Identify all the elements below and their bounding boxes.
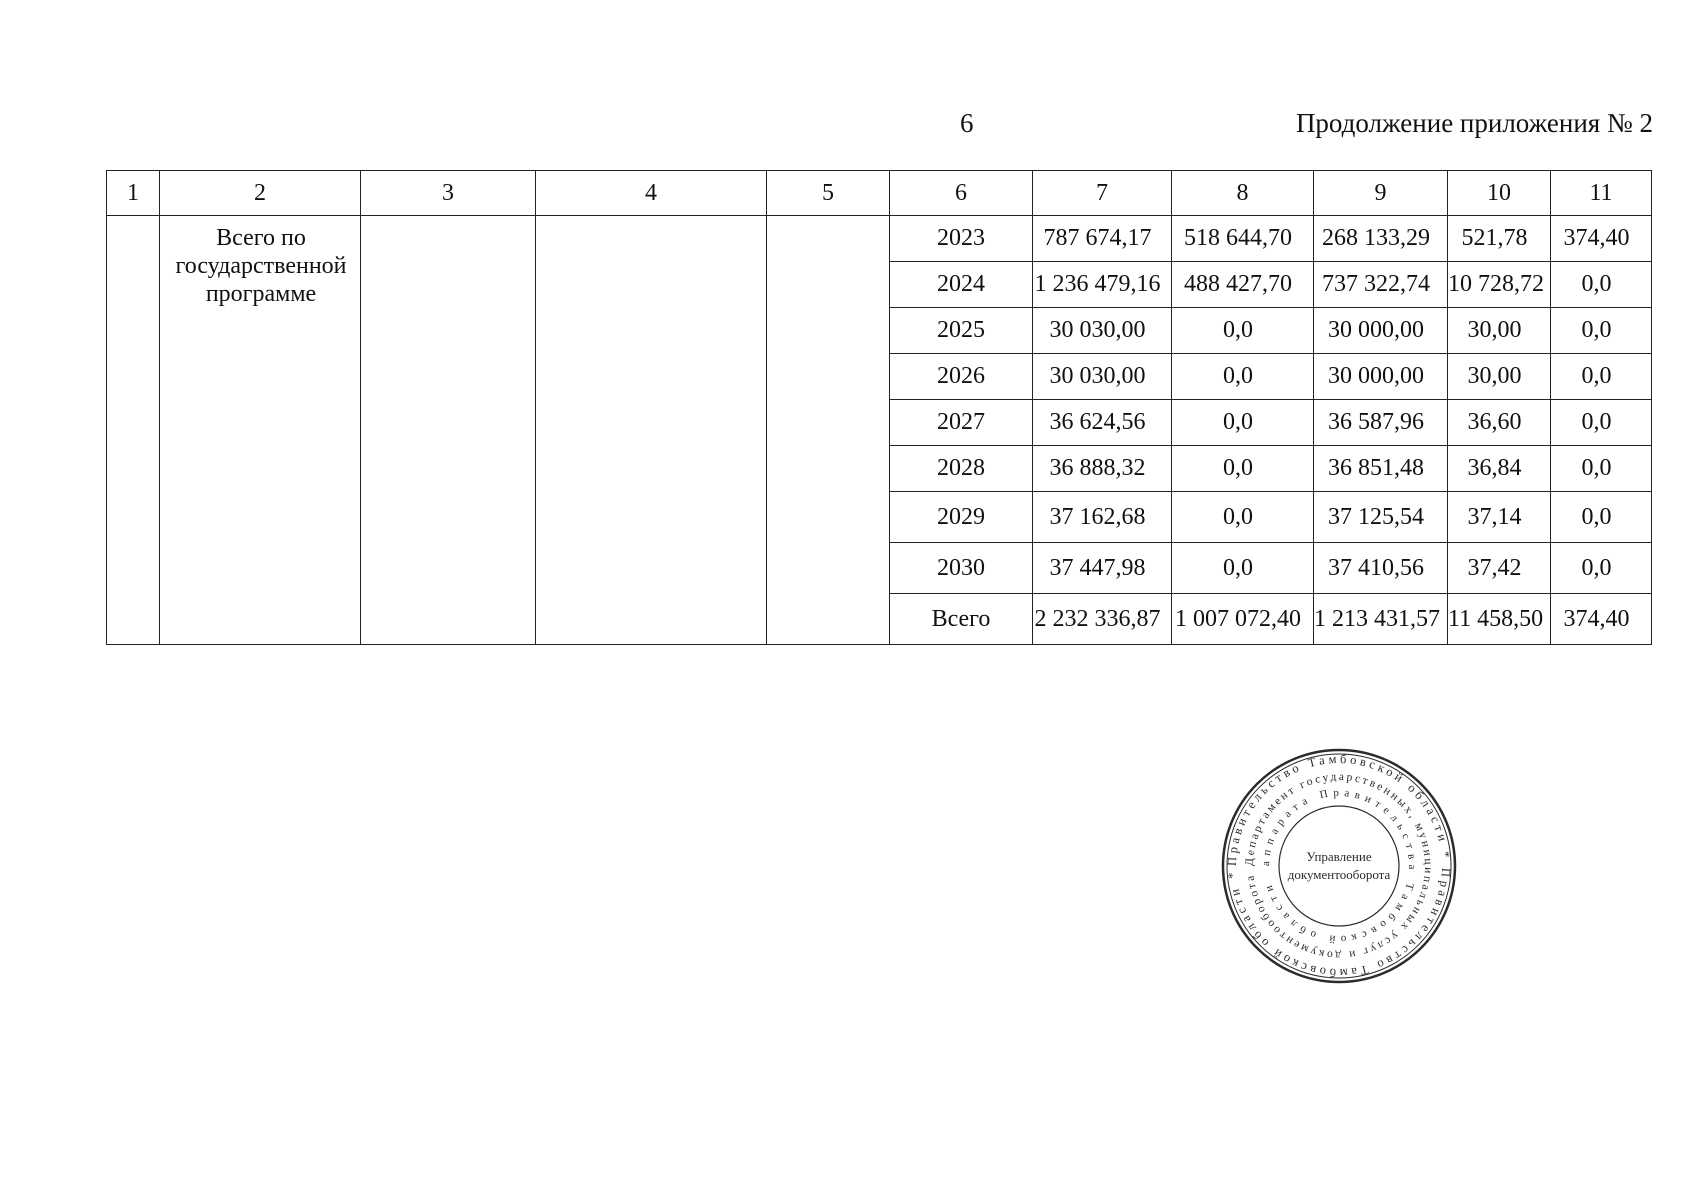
value-cell: 0,0 [1172, 400, 1314, 446]
table-row [107, 216, 1652, 262]
value-cell: 0,0 [1551, 543, 1652, 594]
year-cell: 2026 [890, 354, 1033, 400]
appendix-heading: Продолжение приложения № 2 [1295, 108, 1653, 138]
seal-center-line1: Управление [1306, 849, 1372, 864]
empty-cell [767, 216, 890, 645]
value-cell: 30 000,00 [1314, 308, 1448, 354]
value-cell: 0,0 [1551, 262, 1652, 308]
value-cell: 37 162,68 [1033, 492, 1172, 543]
value-cell: 30 000,00 [1314, 354, 1448, 400]
value-cell: 787 674,17 [1033, 216, 1172, 262]
value-cell: 737 322,74 [1314, 262, 1448, 308]
year-cell: 2027 [890, 400, 1033, 446]
program-total-label: Всего по государственной программе [160, 216, 361, 645]
year-cell: 2024 [890, 262, 1033, 308]
value-cell: 37 410,56 [1314, 543, 1448, 594]
column-number: 2 [160, 171, 361, 216]
empty-cell [107, 216, 160, 645]
value-cell: 30,00 [1448, 354, 1551, 400]
value-cell: 30 030,00 [1033, 354, 1172, 400]
column-number: 10 [1448, 171, 1551, 216]
column-number: 1 [107, 171, 160, 216]
value-cell: 10 728,72 [1448, 262, 1551, 308]
value-cell: 37 125,54 [1314, 492, 1448, 543]
value-cell: 521,78 [1448, 216, 1551, 262]
value-cell: 1 213 431,57 [1314, 594, 1448, 645]
column-number: 3 [361, 171, 536, 216]
value-cell: 11 458,50 [1448, 594, 1551, 645]
value-cell: 1 007 072,40 [1172, 594, 1314, 645]
value-cell: 0,0 [1172, 308, 1314, 354]
value-cell: 0,0 [1551, 308, 1652, 354]
value-cell: 2 232 336,87 [1033, 594, 1172, 645]
column-number: 6 [890, 171, 1033, 216]
value-cell: 268 133,29 [1314, 216, 1448, 262]
year-cell: 2030 [890, 543, 1033, 594]
value-cell: 36 888,32 [1033, 446, 1172, 492]
value-cell: 0,0 [1172, 543, 1314, 594]
column-number: 8 [1172, 171, 1314, 216]
seal-middle-text: Департамент государственных, муниципальных услуг и документооборота [1243, 770, 1435, 962]
year-cell: 2029 [890, 492, 1033, 543]
value-cell: 0,0 [1551, 400, 1652, 446]
empty-cell [361, 216, 536, 645]
value-cell: 0,0 [1551, 492, 1652, 543]
column-number-row [107, 171, 1652, 216]
empty-cell [536, 216, 767, 645]
value-cell: 36 587,96 [1314, 400, 1448, 446]
column-number: 11 [1551, 171, 1652, 216]
seal-outer-text: Правительство Тамбовской области * Правительство Тамбовской области * [1224, 751, 1454, 981]
column-number: 9 [1314, 171, 1448, 216]
value-cell: 30 030,00 [1033, 308, 1172, 354]
value-cell: 0,0 [1172, 446, 1314, 492]
value-cell: 37,42 [1448, 543, 1551, 594]
value-cell: 374,40 [1551, 594, 1652, 645]
year-cell: Всего [890, 594, 1033, 645]
value-cell: 518 644,70 [1172, 216, 1314, 262]
value-cell: 36 624,56 [1033, 400, 1172, 446]
value-cell: 37,14 [1448, 492, 1551, 543]
value-cell: 0,0 [1551, 354, 1652, 400]
year-cell: 2028 [890, 446, 1033, 492]
seal-inner-text: аппарата Правительства Тамбовской области [1259, 786, 1419, 946]
value-cell: 1 236 479,16 [1033, 262, 1172, 308]
page-number: 6 [960, 108, 974, 138]
value-cell: 30,00 [1448, 308, 1551, 354]
official-seal [1221, 748, 1457, 984]
year-cell: 2025 [890, 308, 1033, 354]
seal-center-line2: документооборота [1287, 867, 1391, 882]
budget-table [106, 170, 1652, 645]
value-cell: 36,84 [1448, 446, 1551, 492]
column-number: 5 [767, 171, 890, 216]
seal-graphic [1221, 748, 1457, 984]
column-number: 7 [1033, 171, 1172, 216]
year-cell: 2023 [890, 216, 1033, 262]
value-cell: 488 427,70 [1172, 262, 1314, 308]
value-cell: 37 447,98 [1033, 543, 1172, 594]
value-cell: 36,60 [1448, 400, 1551, 446]
column-number: 4 [536, 171, 767, 216]
value-cell: 0,0 [1551, 446, 1652, 492]
value-cell: 36 851,48 [1314, 446, 1448, 492]
value-cell: 0,0 [1172, 354, 1314, 400]
value-cell: 374,40 [1551, 216, 1652, 262]
value-cell: 0,0 [1172, 492, 1314, 543]
